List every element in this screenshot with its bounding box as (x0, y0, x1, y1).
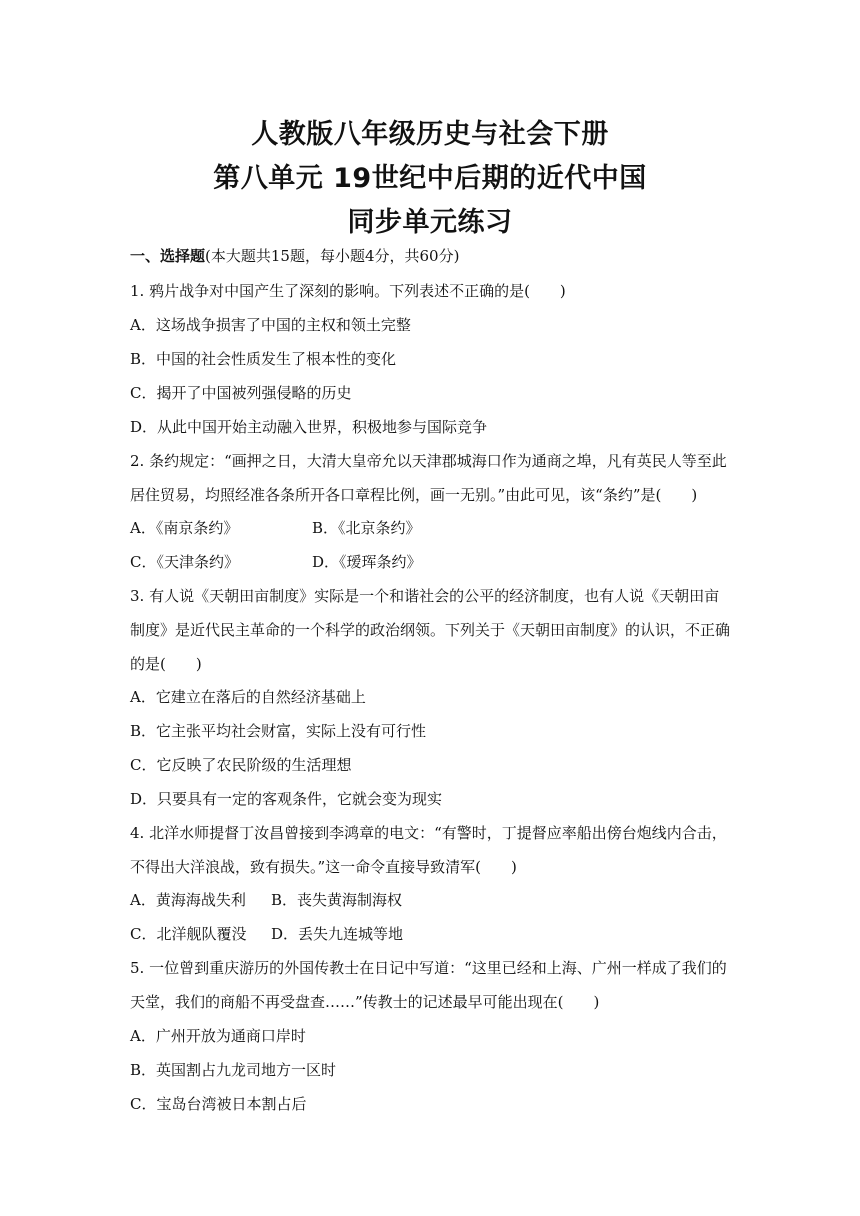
q5-stem-line-2: 天堂，我们的商船不再受盘查……”传教士的记述最早可能出现在( ) (130, 993, 600, 1011)
q3-option-b: B．它主张平均社会财富，实际上没有可行性 (130, 722, 427, 740)
q5-stem-line-1: 5. 一位曾到重庆游历的外国传教士在日记中写道：“这里已经和上海、广州一样成了我们的 (130, 959, 727, 977)
q4-option-c: C．北洋舰队覆没 (130, 925, 247, 943)
q4-option-d: D．丢失九连城等地 (271, 925, 404, 943)
q3-option-d: D．只要具有一定的客观条件，它就会变为现实 (130, 790, 443, 808)
q3-stem-line-3: 的是( ) (130, 655, 202, 673)
q3-option-a: A．它建立在落后的自然经济基础上 (130, 688, 366, 706)
q1-stem: 1. 鸦片战争对中国产生了深刻的影响。下列表述不正确的是( ) (130, 282, 566, 300)
q2-stem-line-1: 2. 条约规定：“画押之日，大清大皇帝允以天津郡城海口作为通商之埠，凡有英民人等至此 (130, 452, 727, 470)
q2-stem-line-2: 居住贸易，均照经准各条所开各口章程比例，画一无别。”由此可见，该“条约”是( ) (130, 486, 698, 504)
q4-stem-line-2: 不得出大洋浪战，致有损失。”这一命令直接导致清军( ) (130, 858, 517, 876)
section-heading: 一、选择题 (130, 247, 206, 265)
q5-option-a: A．广州开放为通商口岸时 (130, 1027, 306, 1045)
q5-option-c: C．宝岛台湾被日本割占后 (130, 1095, 307, 1113)
q1-option-d: D．从此中国开始主动融入世界，积极地参与国际竞争 (130, 418, 488, 436)
title-line-3: 同步单元练习 (347, 207, 513, 238)
q4-option-b: B．丧失黄海制海权 (271, 891, 403, 909)
q4-stem-line-1: 4. 北洋水师提督丁汝昌曾接到李鸿章的电文：“有警时，丁提督应率船出傍台炮线内合击， (130, 824, 727, 842)
title-line-2: 第八单元 19世纪中后期的近代中国 (213, 163, 647, 194)
q2-option-a: A．《南京条约》 (130, 519, 239, 537)
q3-option-c: C．它反映了农民阶级的生活理想 (130, 756, 352, 774)
q1-option-b: B．中国的社会性质发生了根本性的变化 (130, 350, 397, 368)
title-line-1: 人教版八年级历史与社会下册 (251, 119, 609, 150)
q3-stem-line-1: 3. 有人说《天朝田亩制度》实际是一个和谐社会的公平的经济制度，也有人说《天朝田亩 (130, 587, 720, 605)
q3-stem-line-2: 制度》是近代民主革命的一个科学的政治纲领。下列关于《天朝田亩制度》的认识，不正确 (130, 621, 731, 639)
q2-option-c: C．《天津条约》 (130, 553, 239, 571)
q5-option-b: B．英国割占九龙司地方一区时 (130, 1061, 337, 1079)
section-heading-line (130, 246, 459, 266)
q2-option-d: D．《瑷珲条约》 (312, 553, 422, 571)
q1-option-c: C．揭开了中国被列强侵略的历史 (130, 384, 352, 402)
section-note: (本大题共15题，每小题4分，共60分) (205, 247, 460, 265)
q4-option-a: A．黄海海战失利 (130, 891, 246, 909)
q1-option-a: A．这场战争损害了中国的主权和领土完整 (130, 316, 411, 334)
q2-option-b: B．《北京条约》 (312, 519, 421, 537)
